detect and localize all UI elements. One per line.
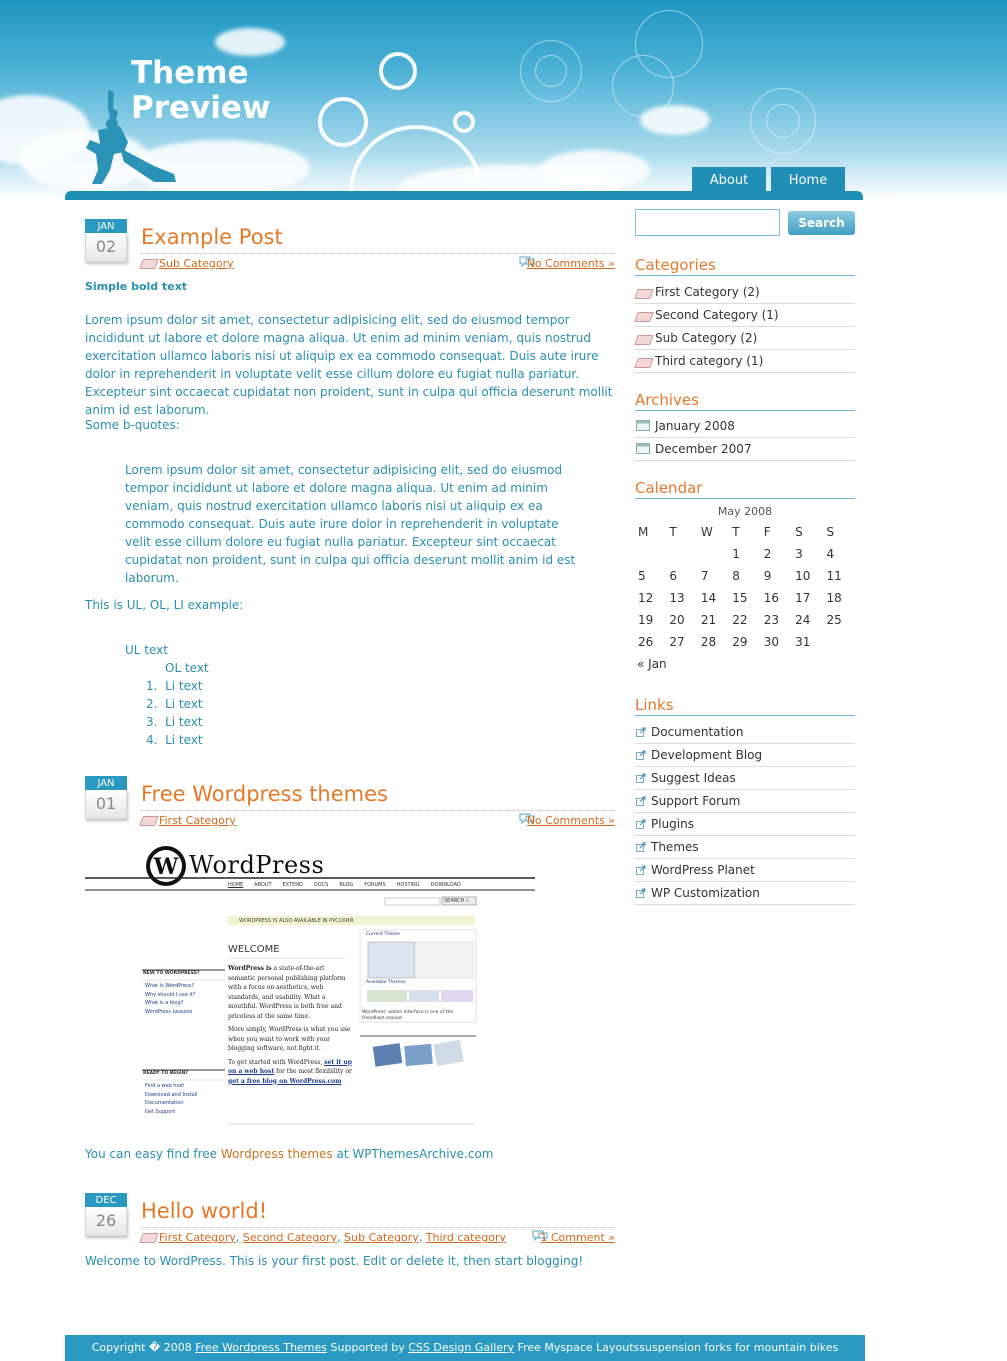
category-book-icon	[634, 312, 654, 322]
post-comments-link[interactable]: 1 Comment »	[540, 1231, 615, 1244]
wp-sidebar-link: Documentation	[145, 1100, 184, 1106]
external-link-icon	[636, 819, 646, 829]
calendar-day: 29	[732, 635, 748, 649]
calendar-caption: May 2008	[717, 505, 773, 518]
external-link-icon	[636, 727, 646, 737]
list-intro: This is UL, OL, LI example:	[85, 598, 244, 612]
search-button[interactable]: Search	[788, 211, 855, 235]
post-free-themes	[85, 776, 615, 836]
list-item: 3. Li text	[146, 715, 203, 729]
post-category-link[interactable]: Sub Category	[344, 1231, 419, 1244]
circle-decoration	[612, 55, 674, 117]
calendar-day: 31	[795, 635, 811, 649]
categories-heading: Categories	[635, 256, 855, 276]
calendar-day: 26	[638, 635, 654, 649]
category-book-icon	[139, 1233, 159, 1243]
wp-para: To get started with WordPress,	[228, 1058, 325, 1066]
link-label: Development Blog	[651, 748, 763, 762]
nav-tab-about[interactable]	[692, 167, 766, 192]
circle-decoration	[535, 55, 567, 87]
category-label: Second Category (1)	[655, 308, 779, 322]
category-book-icon	[634, 358, 654, 368]
wp-nav-item: ABOUT	[254, 882, 272, 888]
post-date	[85, 219, 127, 263]
category-label: Sub Category (2)	[655, 331, 758, 345]
calendar-widget	[635, 505, 855, 675]
search-input[interactable]	[635, 209, 780, 236]
post-title[interactable]: Hello world!	[141, 1199, 268, 1223]
wp-sidebar-link: What is WordPress?	[145, 983, 194, 989]
circle-decoration	[766, 104, 800, 138]
wp-link: set it up on a web host	[228, 1058, 352, 1075]
circle-decoration	[318, 97, 368, 147]
calendar-day: 15	[732, 591, 748, 605]
calendar-page-icon	[636, 420, 650, 431]
post-category-link[interactable]: First Category	[159, 1231, 236, 1244]
circle-decoration	[379, 52, 417, 90]
archives-heading: Archives	[635, 391, 855, 411]
svg-text:W: W	[153, 854, 179, 880]
calendar-day: 6	[669, 569, 678, 583]
blogroll-link[interactable]	[635, 859, 855, 882]
calendar-day: 24	[795, 613, 811, 627]
calendar-day: 3	[795, 547, 803, 561]
calendar-day: 12	[638, 591, 654, 605]
external-link-icon	[636, 773, 646, 783]
link-label: Themes	[651, 840, 699, 854]
link-label: WordPress Planet	[651, 863, 755, 877]
calendar-weekday: T	[669, 525, 677, 539]
cloud-decoration	[215, 28, 285, 56]
post-date	[85, 1193, 127, 1237]
wp-nav-item: DOWNLOAD	[430, 882, 461, 888]
calendar-day: 9	[763, 569, 772, 583]
calendar-day: 22	[732, 613, 748, 627]
post-date-day: 02	[85, 233, 127, 262]
calendar-day: 13	[669, 591, 685, 605]
bquote-intro: Some b-quotes:	[85, 418, 180, 432]
category-item[interactable]	[635, 281, 855, 304]
category-item[interactable]	[635, 350, 855, 373]
wp-bold: WordPress is	[228, 965, 272, 972]
wp-sidebar-link: Download and Install	[145, 1091, 198, 1098]
post-date	[85, 776, 127, 820]
calendar-day: 30	[763, 635, 779, 649]
wp-nav-item: EXTEND	[282, 882, 303, 888]
list-item-text: Li text	[165, 733, 203, 747]
footer-css-gallery-link[interactable]: CSS Design Gallery	[408, 1341, 515, 1354]
footer-text: Supported by	[327, 1341, 409, 1354]
blogroll-link[interactable]	[635, 767, 855, 790]
category-book-icon	[139, 259, 159, 269]
blogroll-link[interactable]	[635, 744, 855, 767]
post-meta	[141, 253, 615, 272]
post-free-themes-text	[85, 1145, 493, 1163]
calendar-day: 2	[763, 547, 772, 561]
wp-nav-item: DOCS	[313, 882, 329, 888]
wp-para: More simply, WordPress is what you use when you want to work with your blogging software, not fight it.	[228, 1026, 351, 1052]
calendar-weekday: M	[638, 525, 649, 539]
wp-nav-item: FORUMS	[364, 882, 386, 888]
calendar-day: 7	[700, 569, 709, 583]
calendar-weekday: T	[732, 525, 740, 539]
wp-welcome-heading: WELCOME	[228, 944, 280, 955]
calendar-day: 5	[638, 569, 646, 583]
nav-tab-home[interactable]	[771, 167, 845, 192]
wordpress-screenshot-image[interactable]	[85, 838, 535, 1128]
external-link-icon	[636, 796, 646, 806]
site-title-line2: Preview	[131, 90, 271, 126]
calendar-day: 8	[732, 569, 740, 583]
wp-sidebar-heading: NEW TO WORDPRESS?	[143, 971, 200, 976]
ul-text: UL text	[125, 643, 168, 657]
calendar-day	[824, 631, 855, 653]
calendar-day: 18	[826, 591, 842, 605]
post-date-day: 26	[85, 1207, 127, 1236]
calendar-heading: Calendar	[635, 479, 855, 499]
post-example	[85, 219, 615, 759]
category-book-icon	[634, 289, 654, 299]
calendar-table	[635, 521, 855, 675]
archive-item[interactable]	[635, 415, 855, 438]
circle-decoration	[453, 111, 475, 133]
list-item: 1. Li text	[146, 679, 203, 693]
calendar-day	[698, 543, 729, 565]
calendar-week	[635, 565, 855, 587]
post-date-day: 01	[85, 790, 127, 819]
calendar-week	[635, 543, 855, 565]
post-title[interactable]: Example Post	[141, 225, 283, 249]
archive-label: January 2008	[655, 419, 735, 433]
post-date-month: JAN	[85, 219, 127, 233]
circle-decoration	[349, 125, 483, 200]
site-footer	[65, 1335, 865, 1361]
links-heading: Links	[635, 696, 855, 716]
calendar-day: 17	[795, 591, 811, 605]
link-label: Suggest Ideas	[651, 771, 736, 785]
list-item: 2. Li text	[146, 697, 203, 711]
post-categories: First Category, Second Category, Sub Category, Third category	[159, 1231, 506, 1244]
calendar-day: 20	[669, 613, 685, 627]
calendar-week	[635, 631, 855, 653]
post-meta	[141, 1227, 615, 1246]
wordpress-themes-link[interactable]: Wordpress themes	[220, 1147, 333, 1161]
nav-tab-label: About	[709, 173, 749, 188]
calendar-day: 14	[700, 591, 717, 605]
nav-tab-label: Home	[788, 173, 828, 188]
post-category-link[interactable]: Third category	[425, 1231, 506, 1244]
post-paragraph: Lorem ipsum dolor sit amet, consectetur adipisicing elit, sed do eiusmod tempor incididunt ut labore et dolore magna aliqua. Ut enim ad minim veniam, quis nostrud exercitation ullamco laboris nisi ut aliquip ex ea commodo consequat. Duis aute irure dolor in reprehenderit in voluptate velit esse cillum dolore eu fugiat nulla pariatur. Excepteur sint occaecat cupidatat non proident, sunt in culpa qui officia deserunt mollit anim id est laborum.	[85, 313, 613, 417]
calendar-day: 16	[763, 591, 779, 605]
post-title[interactable]: Free Wordpress themes	[141, 782, 388, 806]
wp-nav-item: BLOG	[339, 882, 354, 888]
footer-free-themes-link[interactable]: Free Wordpress Themes	[195, 1341, 328, 1354]
wp-sidebar-links	[145, 982, 195, 1016]
wp-sidebar-link: Find a web host	[145, 1083, 185, 1089]
site-title-line1: Theme	[131, 55, 249, 91]
calendar-weekday: S	[795, 525, 803, 539]
external-link-icon	[636, 865, 646, 875]
blogroll-link[interactable]	[635, 790, 855, 813]
archive-item[interactable]	[635, 438, 855, 461]
wp-sidebar-link: Get Support	[145, 1108, 176, 1115]
wp-nav-item: HOSTING	[396, 882, 420, 888]
post-category-link[interactable]: Sub Category	[159, 257, 234, 270]
blogroll-link[interactable]	[635, 836, 855, 859]
calendar-day: 11	[826, 569, 842, 583]
external-link-icon	[636, 750, 646, 760]
category-item[interactable]	[635, 327, 855, 350]
calendar-prev-link[interactable]: « Jan	[637, 657, 667, 671]
calendar-weekday: W	[700, 525, 713, 539]
calendar-nav	[635, 653, 855, 675]
external-link-icon	[636, 888, 646, 898]
calendar-day: 27	[669, 635, 685, 649]
list-item: 4. Li text	[146, 733, 203, 747]
wp-sidebar-link: Why should I use it?	[145, 991, 196, 998]
wp-available-themes: Available Themes	[366, 980, 406, 985]
calendar-day: 25	[826, 613, 842, 627]
post-hello-world	[85, 1193, 615, 1253]
wp-sidebar-link: What is a blog?	[145, 1000, 184, 1006]
calendar-week	[635, 609, 855, 631]
wp-admin-caption: WordPress' admin interface is one of the friendliest around.	[362, 1010, 454, 1021]
blockquote: Lorem ipsum dolor sit amet, consectetur adipisicing elit, sed do eiusmod tempor incididunt ut labore et dolore magna aliqua. Ut enim ad minim veniam, quis nostrud exercitation ullamco laboris nisi ut aliquip ex ea commodo consequat. Duis aute irure dolor in reprehenderit in voluptate velit esse cillum dolore eu fugiat nulla pariatur. Excepteur sint occaecat cupidatat non proident, sunt in culpa qui officia deserunt mollit anim id est laborum.	[125, 463, 576, 585]
post-category-link[interactable]: Second Category	[242, 1231, 338, 1244]
post-hello-text: Welcome to WordPress. This is your first post. Edit or delete it, then start blogging!	[85, 1254, 584, 1268]
calendar-day: 21	[700, 613, 717, 627]
blogroll-link[interactable]	[635, 813, 855, 836]
list-item-text: Li text	[165, 715, 203, 729]
category-book-icon	[634, 335, 654, 345]
calendar-weekday: S	[826, 525, 835, 539]
footer-text: Free Myspace Layoutssuspension forks for mountain bikes	[514, 1341, 839, 1354]
wp-welcome-text	[228, 964, 353, 1086]
blogroll-link[interactable]	[635, 721, 855, 744]
link-label: Plugins	[651, 817, 694, 831]
external-link-icon	[636, 842, 646, 852]
post-date-month: DEC	[85, 1193, 127, 1207]
wp-sidebar-heading: READY TO BEGIN?	[143, 1071, 188, 1076]
post-bold-text: Simple bold text	[85, 280, 188, 293]
post-date-month: JAN	[85, 776, 127, 790]
wp-link: get a free blog on WordPress.com	[228, 1077, 342, 1085]
category-label: Third category (1)	[655, 354, 764, 368]
wp-nav	[228, 882, 461, 888]
wp-para: for the most flexibility or	[274, 1068, 352, 1075]
calendar-day: 19	[638, 613, 654, 627]
list-item-text: Li text	[165, 679, 203, 693]
calendar-day: 28	[700, 635, 717, 649]
calendar-day	[635, 543, 666, 565]
post-comments-link[interactable]: No Comments »	[526, 814, 615, 827]
link-label: Documentation	[651, 725, 744, 739]
post-comments-link[interactable]: No Comments »	[526, 257, 615, 270]
link-label: Support Forum	[651, 794, 741, 808]
ol-text: OL text	[165, 661, 209, 675]
wp-current-theme: Current Theme	[366, 932, 400, 937]
wp-para: a state-of-the-art semantic personal publishing platform with a focus on aesthetics, web standards, and usability. What a mouthful. WordPress is both free and priceless at the same time.	[228, 965, 346, 1020]
archive-label: December 2007	[655, 442, 752, 456]
calendar-weekday: F	[763, 525, 771, 539]
calendar-day: 23	[763, 613, 779, 627]
post-text: You can easy find free	[85, 1147, 221, 1161]
calendar-day: 1	[732, 547, 740, 561]
wp-nav-item: HOME	[228, 882, 244, 888]
calendar-weekdays	[635, 521, 855, 543]
calendar-day: 4	[826, 547, 835, 561]
nav-bar	[65, 191, 863, 200]
wp-notice: WORDPRESS IS ALSO AVAILABLE IN РУССКИЙ.	[239, 918, 355, 924]
site-header	[0, 0, 1007, 200]
calendar-day	[666, 543, 697, 565]
post-text: at WPThemesArchive.com	[332, 1147, 494, 1161]
category-book-icon	[139, 816, 159, 826]
category-item[interactable]	[635, 304, 855, 327]
post-meta	[141, 810, 615, 829]
calendar-page-icon	[636, 443, 650, 454]
calendar-week	[635, 587, 855, 609]
blogroll-link[interactable]	[635, 882, 855, 905]
wp-search-button: SEARCH »	[444, 898, 469, 904]
footer-copyright: Copyright � 2008	[91, 1341, 196, 1354]
category-label: First Category (2)	[655, 285, 760, 299]
wp-sidebar-link: WordPress Lessons	[145, 1008, 193, 1015]
wp-sidebar-links	[145, 1082, 198, 1116]
list-item-text: Li text	[165, 697, 203, 711]
post-category-link[interactable]: First Category	[159, 814, 236, 827]
wp-logo-text: WordPress	[189, 851, 325, 879]
site-title[interactable]	[131, 56, 271, 126]
calendar-day: 10	[795, 569, 811, 583]
link-label: WP Customization	[651, 886, 760, 900]
